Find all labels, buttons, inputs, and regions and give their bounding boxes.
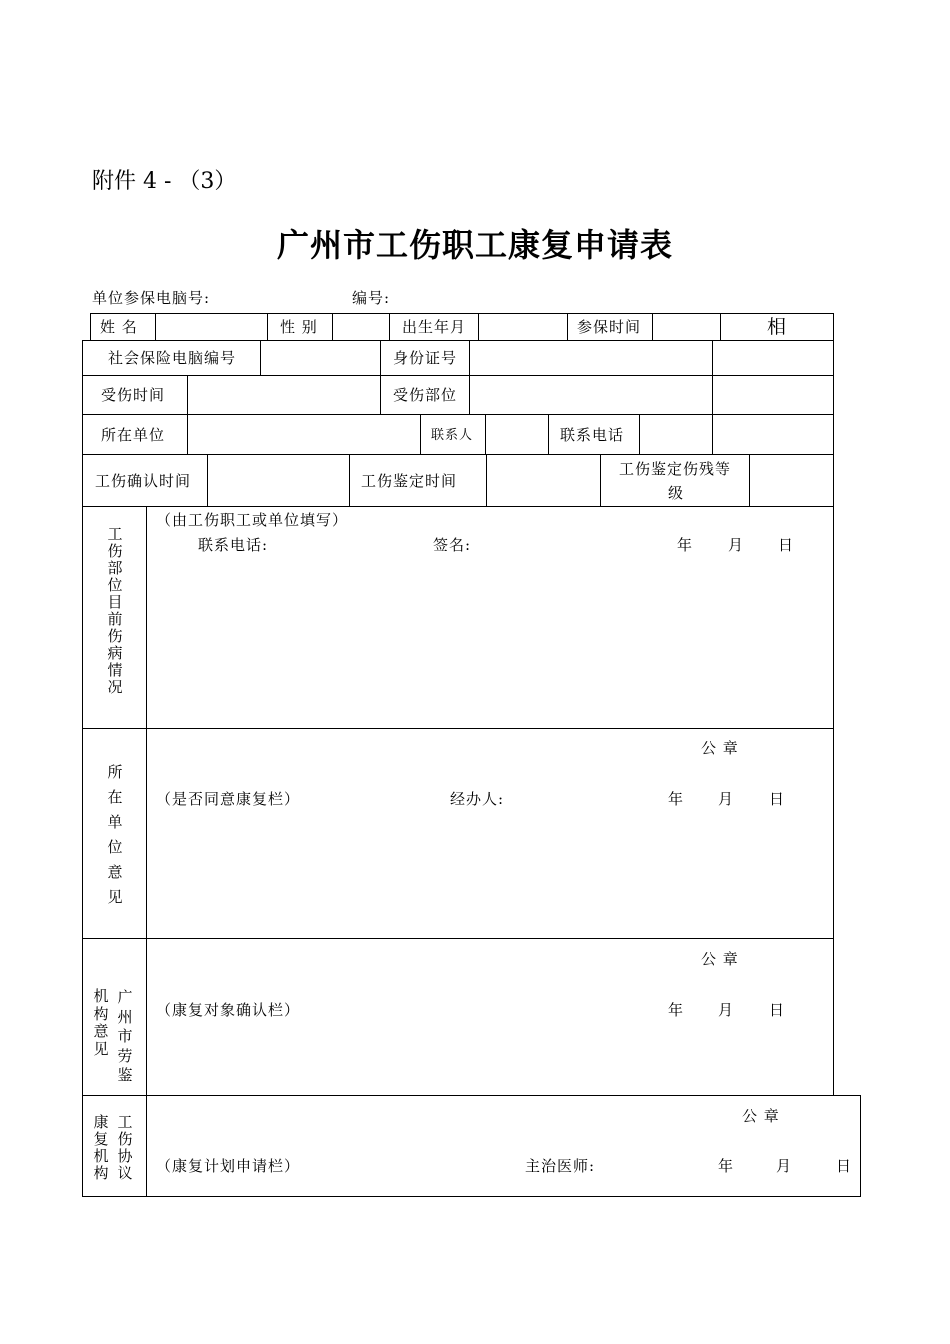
employer-label: 所在单位: [101, 426, 166, 444]
injury-part-label: 受伤部位: [393, 386, 458, 404]
injury-status-note: （由工伤职工或单位填写）: [156, 511, 349, 529]
rehab-month: 月: [776, 1157, 793, 1175]
rehab-doctor-label: 主治医师:: [525, 1157, 596, 1175]
appraisal-confirm-note: （康复对象确认栏）: [156, 1001, 301, 1019]
injury-day: 日: [778, 536, 795, 554]
disability-level-label: 工伤鉴定伤残等: [619, 460, 732, 478]
serial-no-label: 编号:: [352, 289, 391, 307]
appraisal-month: 月: [718, 1001, 735, 1019]
injury-sign-label: 签名:: [433, 536, 472, 554]
attachment-label: 附件 4 - （3）: [92, 169, 237, 194]
rehab-seal: 公 章: [742, 1107, 780, 1125]
unit-insurance-no-label: 单位参保电脑号:: [92, 289, 211, 307]
gender-label: 性 别: [280, 318, 318, 336]
employer-handler-label: 经办人:: [450, 790, 505, 808]
employer-month: 月: [718, 790, 735, 808]
injury-time-label: 受伤时间: [101, 386, 166, 404]
appraisal-day: 日: [769, 1001, 786, 1019]
employer-seal: 公 章: [701, 739, 739, 757]
insured-time-label: 参保时间: [577, 318, 642, 336]
rehab-plan-note: （康复计划申请栏）: [156, 1157, 301, 1175]
rehab-day: 日: [836, 1157, 853, 1175]
confirm-time-label: 工伤确认时间: [95, 472, 192, 490]
photo-label: 相: [767, 316, 788, 338]
social-insurance-no-label: 社会保险电脑编号: [108, 349, 237, 367]
disability-level-label-2: 级: [668, 484, 685, 502]
section-employer-opinion-side: 所在单位意见: [107, 763, 123, 906]
injury-phone-label: 联系电话:: [198, 536, 269, 554]
section-rehab-side-b: 康复机构: [93, 1113, 109, 1182]
section-appraisal-side-b: 机构意见: [93, 987, 109, 1058]
injury-year: 年: [677, 536, 694, 554]
injury-month: 月: [728, 536, 745, 554]
employer-day: 日: [769, 790, 786, 808]
employer-year: 年: [668, 790, 685, 808]
section-appraisal-side-a: 广州市劳鉴: [117, 988, 133, 1084]
section-injury-status-side: 工伤部位目前伤病情况: [107, 525, 123, 696]
section-rehab-side-a: 工伤协议: [117, 1113, 133, 1182]
name-label: 姓 名: [100, 318, 138, 336]
employer-opinion-note: （是否同意康复栏）: [156, 790, 301, 808]
form-title: 广州市工伤职工康复申请表: [276, 226, 673, 264]
appraisal-time-label: 工伤鉴定时间: [361, 472, 458, 490]
contact-person-label: 联系人: [431, 428, 474, 443]
appraisal-seal: 公 章: [701, 950, 739, 968]
rehab-year: 年: [718, 1157, 735, 1175]
id-number-label: 身份证号: [393, 349, 458, 367]
appraisal-year: 年: [668, 1001, 685, 1019]
birth-date-label: 出生年月: [402, 318, 467, 336]
contact-phone-label: 联系电话: [560, 426, 625, 444]
